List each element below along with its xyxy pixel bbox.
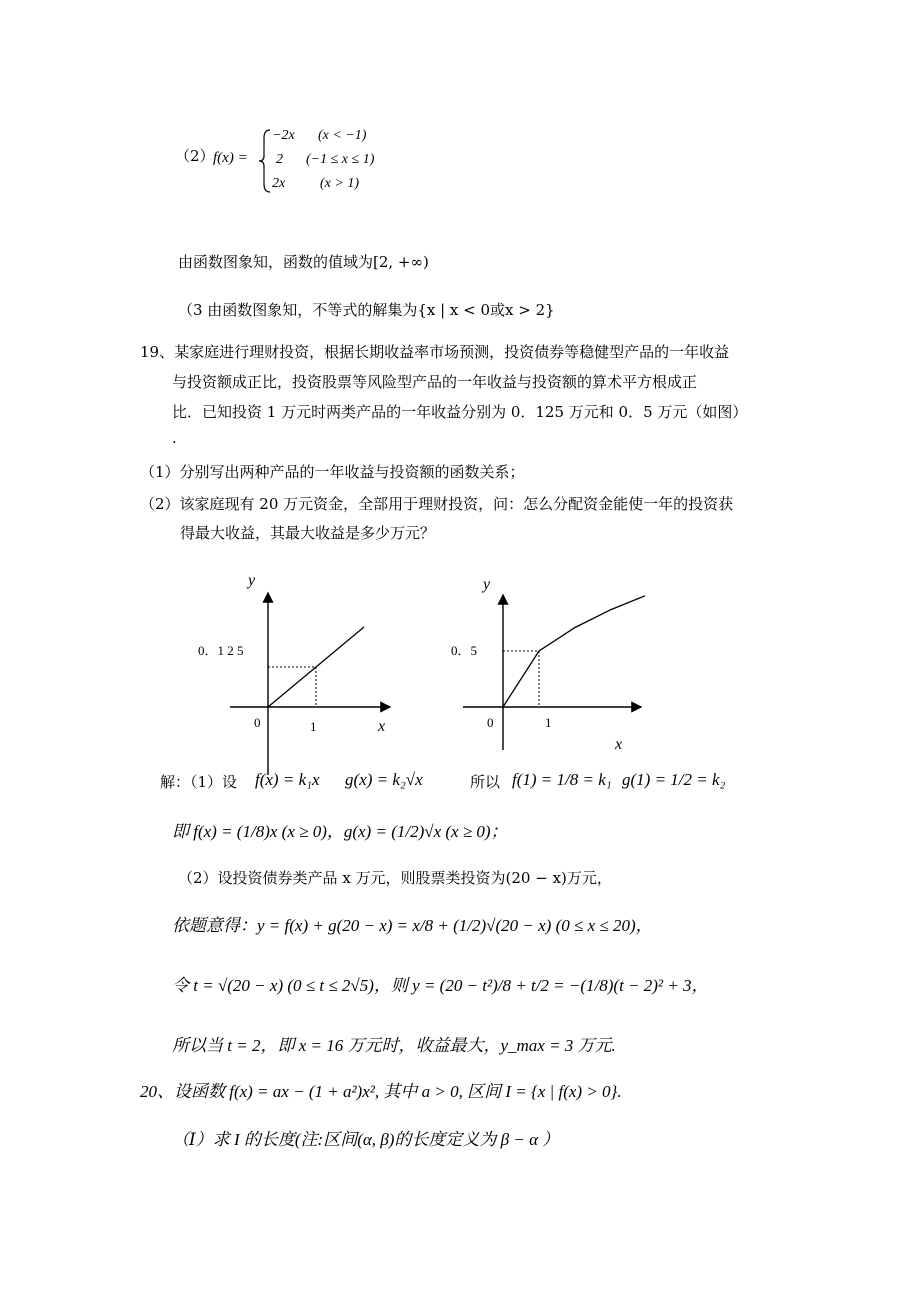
sol19-line1-mid: 所以 <box>470 773 501 791</box>
sol19-line1-prefix: 解：（1）设 <box>160 773 238 791</box>
case-3-expr: 2x <box>272 176 286 191</box>
graph-left <box>190 565 410 780</box>
problem19-line1: 19、某家庭进行理财投资，根据长期收益率市场预测，投资债券等稳健型产品的一年收益 <box>140 343 730 361</box>
case-3-cond: (x > 1) <box>320 176 359 191</box>
left-x-tick: 1 <box>310 719 317 734</box>
sol19-line4: 依题意得：y = f(x) + g(20 − x) = x/8 + (1/2)√(20 − x) (0 ≤ x ≤ 20)， <box>172 916 653 935</box>
piecewise-lhs: f(x) = <box>213 150 248 166</box>
graph-right <box>445 565 645 755</box>
case-2-expr: 2 <box>276 152 283 167</box>
problem19-q1: （1）分别写出两种产品的一年收益与投资额的函数关系； <box>140 463 525 481</box>
problem19-q2-line1: （2）该家庭现有 20 万元资金，全部用于理财投资，问：怎么分配资金能使一年的投资获 <box>140 495 734 513</box>
right-x-label: x <box>615 736 623 753</box>
left-origin: 0 <box>254 715 261 730</box>
right-y-label: y <box>483 576 491 593</box>
case-2-cond: (−1 ≤ x ≤ 1) <box>306 152 375 167</box>
left-x-label: x <box>378 718 386 735</box>
sol19-line3: （2）设投资债券类产品 x 万元，则股票类投资为(20 − x)万元， <box>178 869 612 887</box>
case-1-expr: −2x <box>272 128 295 143</box>
range-line: 由函数图象知，函数的值域为[2, +∞) <box>178 253 429 271</box>
left-y-label: y <box>248 572 256 589</box>
problem20-line1: 20、设函数 f(x) = ax − (1 + a²)x², 其中 a > 0, 区间 I = {x | f(x) > 0}. <box>140 1082 622 1101</box>
case-1-cond: (x < −1) <box>318 128 367 143</box>
sol19-line1-f: f(x) = k₁x <box>255 770 320 789</box>
sol19-line2: 即 f(x) = (1/8)x (x ≥ 0)，g(x) = (1/2)√x (x ≥ 0)； <box>172 822 508 841</box>
right-origin: 0 <box>487 715 494 730</box>
part3-line: （3 由函数图象知，不等式的解集为{x | x < 0或x > 2} <box>178 301 555 319</box>
problem19-line2: 与投资额成正比，投资股票等风险型产品的一年收益与投资额的算术平方根成正 <box>172 373 698 391</box>
right-y-tick: 0．5 <box>451 643 478 658</box>
sol19-line5: 令 t = √(20 − x) (0 ≤ t ≤ 2√5)，则 y = (20 − t²)/8 + t/2 = −(1/8)(t − 2)² + 3， <box>172 976 709 995</box>
sol19-line1-g: g(x) = k₂√x <box>345 770 423 789</box>
problem19-q2-line2: 得最大收益，其最大收益是多少万元？ <box>180 524 436 542</box>
right-x-tick: 1 <box>545 715 552 730</box>
problem20-line2: （Ⅰ）求 I 的长度(注:区间(α, β)的长度定义为 β − α ） <box>172 1130 560 1149</box>
problem19-line3: 比．已知投资 1 万元时两类产品的一年收益分别为 0．125 万元和 0．5 万元（如图） <box>172 403 748 421</box>
sol19-line1-g1: g(1) = 1/2 = k₂ <box>622 770 726 789</box>
sol19-line1-f1: f(1) = 1/8 = k₁ <box>512 770 612 789</box>
problem19-line4: . <box>172 429 177 447</box>
sol19-line6: 所以当 t = 2，即 x = 16 万元时，收益最大，y_max = 3 万元. <box>172 1036 616 1055</box>
part2-label: （2） <box>175 147 215 165</box>
piecewise-brace <box>258 128 272 194</box>
left-y-tick: 0．1 2 5 <box>198 643 244 658</box>
